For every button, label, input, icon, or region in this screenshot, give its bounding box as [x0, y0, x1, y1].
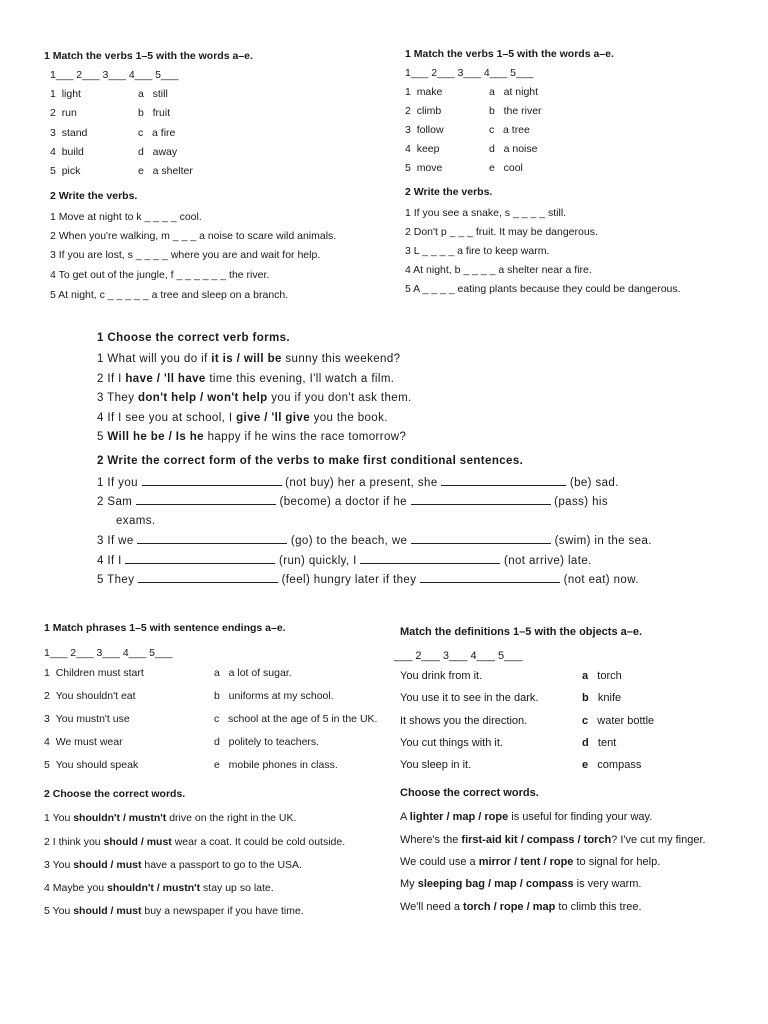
list-item: 1 light: [50, 88, 81, 100]
exercise-heading: 1 Match phrases 1–5 with sentence endings a–e.: [44, 622, 286, 634]
list-item: d tent: [582, 737, 617, 749]
list-item: d politely to teachers.: [214, 736, 320, 748]
sentence: 2 Sam (become) a doctor if he (pass) his: [97, 496, 608, 508]
exercise-bottom-left: [0, 610, 390, 930]
exercise-heading: 1 Choose the correct verb forms.: [97, 332, 291, 344]
list-item: 5 move: [405, 162, 443, 174]
sentence: 5 Will he be / Is he happy if he wins the race tomorrow?: [97, 431, 407, 443]
list-item: c water bottle: [582, 715, 655, 727]
list-item: a a lot of sugar.: [214, 667, 292, 679]
answer-blank[interactable]: [441, 476, 566, 486]
sentence: 3 If you are lost, s _ _ _ _ where you are and wait for help.: [50, 249, 321, 261]
answer-blank[interactable]: [125, 554, 275, 564]
list-item: b uniforms at my school.: [214, 690, 334, 702]
list-item: 1 Children must start: [44, 667, 144, 679]
list-item: c a fire: [138, 127, 176, 139]
list-item: a torch: [582, 670, 622, 682]
sentence: 3 If we (go) to the beach, we (swim) in the sea.: [97, 535, 652, 547]
sentence: 4 If I (run) quickly, I (not arrive) late.: [97, 555, 592, 567]
sentence: 5 They (feel) hungry later if they (not eat) now.: [97, 574, 639, 586]
answer-blanks: 1___ 2___ 3___ 4___ 5___: [405, 67, 534, 79]
sentence: 1 If you see a snake, s _ _ _ _ still.: [405, 207, 567, 219]
answer-blank[interactable]: [420, 573, 560, 583]
exercise-heading: 2 Write the verbs.: [405, 186, 493, 198]
sentence: 4 Maybe you shouldn't / mustn't stay up so late.: [44, 882, 274, 894]
answer-blanks: 1___ 2___ 3___ 4___ 5___: [44, 647, 173, 659]
sentence: 2 If I have / 'll have time this evening, I'll watch a film.: [97, 373, 395, 385]
sentence: 5 You should / must buy a newspaper if you have time.: [44, 905, 304, 917]
list-item: b fruit: [138, 107, 171, 119]
list-item: It shows you the direction.: [400, 715, 528, 727]
sentence: 1 What will you do if it is / will be sunny this weekend?: [97, 353, 401, 365]
exercise-heading: 2 Choose the correct words.: [44, 788, 186, 800]
sentence: 5 A _ _ _ _ eating plants because they could be dangerous.: [405, 283, 681, 295]
answer-blank[interactable]: [142, 476, 282, 486]
list-item: You cut things with it.: [400, 737, 503, 749]
exercise-heading: Match the definitions 1–5 with the objects a–e.: [400, 626, 643, 638]
exercise-heading: 1 Match the verbs 1–5 with the words a–e.: [44, 50, 253, 62]
list-item: 5 You should speak: [44, 759, 139, 771]
sentence: 5 At night, c _ _ _ _ _ a tree and sleep on a branch.: [50, 289, 289, 301]
sentence: 2 I think you should / must wear a coat. It could be cold outside.: [44, 836, 346, 848]
list-item: c a tree: [489, 124, 530, 136]
list-item: d away: [138, 146, 178, 158]
list-item: 2 run: [50, 107, 77, 119]
list-item: 3 stand: [50, 127, 88, 139]
sentence: 2 When you're walking, m _ _ _ a noise to scare wild animals.: [50, 230, 337, 242]
list-item: 4 keep: [405, 143, 440, 155]
list-item: a at night: [489, 86, 539, 98]
exercise-heading: 2 Write the verbs.: [50, 190, 138, 202]
sentence: exams.: [116, 515, 156, 527]
exercise-heading: 1 Match the verbs 1–5 with the words a–e.: [405, 48, 614, 60]
answer-blank[interactable]: [136, 495, 276, 505]
sentence: 3 You should / must have a passport to go to the USA.: [44, 859, 302, 871]
exercise-middle: [0, 320, 768, 595]
sentence: 2 Don't p _ _ _ fruit. It may be dangerous.: [405, 226, 598, 238]
answer-blank[interactable]: [138, 573, 278, 583]
sentence: My sleeping bag / map / compass is very warm.: [400, 878, 642, 890]
list-item: 1 make: [405, 86, 443, 98]
list-item: You sleep in it.: [400, 759, 472, 771]
sentence: Where's the first-aid kit / compass / torch? I've cut my finger.: [400, 834, 706, 846]
sentence: We could use a mirror / tent / rope to signal for help.: [400, 856, 661, 868]
sentence: 4 If I see you at school, I give / 'll give you the book.: [97, 412, 388, 424]
answer-blanks: 1___ 2___ 3___ 4___ 5___: [50, 69, 179, 81]
sentence: 4 To get out of the jungle, f _ _ _ _ _ _ the river.: [50, 269, 270, 281]
list-item: You drink from it.: [400, 670, 483, 682]
sentence: 3 L _ _ _ _ a fire to keep warm.: [405, 245, 550, 257]
sentence: A lighter / map / rope is useful for finding your way.: [400, 811, 653, 823]
list-item: e compass: [582, 759, 642, 771]
list-item: 4 We must wear: [44, 736, 123, 748]
list-item: e mobile phones in class.: [214, 759, 338, 771]
sentence: 1 You shouldn't / mustn't drive on the right in the UK.: [44, 812, 297, 824]
exercise-heading: Choose the correct words.: [400, 787, 539, 799]
sentence: We'll need a torch / rope / map to climb this tree.: [400, 901, 642, 913]
list-item: You use it to see in the dark.: [400, 692, 539, 704]
sentence: 1 Move at night to k _ _ _ _ cool.: [50, 211, 202, 223]
sentence: 4 At night, b _ _ _ _ a shelter near a fire.: [405, 264, 592, 276]
exercise-heading: 2 Write the correct form of the verbs to make first conditional sentences.: [97, 455, 524, 467]
answer-blank[interactable]: [411, 534, 551, 544]
exercise-top-left: [0, 0, 384, 310]
answer-blank[interactable]: [360, 554, 500, 564]
list-item: e cool: [489, 162, 523, 174]
list-item: 4 build: [50, 146, 84, 158]
list-item: d a noise: [489, 143, 538, 155]
list-item: b knife: [582, 692, 622, 704]
exercise-top-right: [384, 0, 768, 310]
list-item: 2 climb: [405, 105, 442, 117]
list-item: 2 You shouldn't eat: [44, 690, 136, 702]
list-item: b the river: [489, 105, 542, 117]
sentence: 3 They don't help / won't help you if you don't ask them.: [97, 392, 412, 404]
list-item: a still: [138, 88, 168, 100]
exercise-bottom-right: [390, 610, 768, 930]
list-item: 3 You mustn't use: [44, 713, 130, 725]
answer-blank[interactable]: [137, 534, 287, 544]
list-item: c school at the age of 5 in the UK.: [214, 713, 378, 725]
list-item: 5 pick: [50, 165, 81, 177]
list-item: e a shelter: [138, 165, 193, 177]
list-item: 3 follow: [405, 124, 444, 136]
answer-blanks: ___ 2___ 3___ 4___ 5___: [394, 650, 523, 662]
answer-blank[interactable]: [411, 495, 551, 505]
sentence: 1 If you (not buy) her a present, she (be) sad.: [97, 477, 619, 489]
